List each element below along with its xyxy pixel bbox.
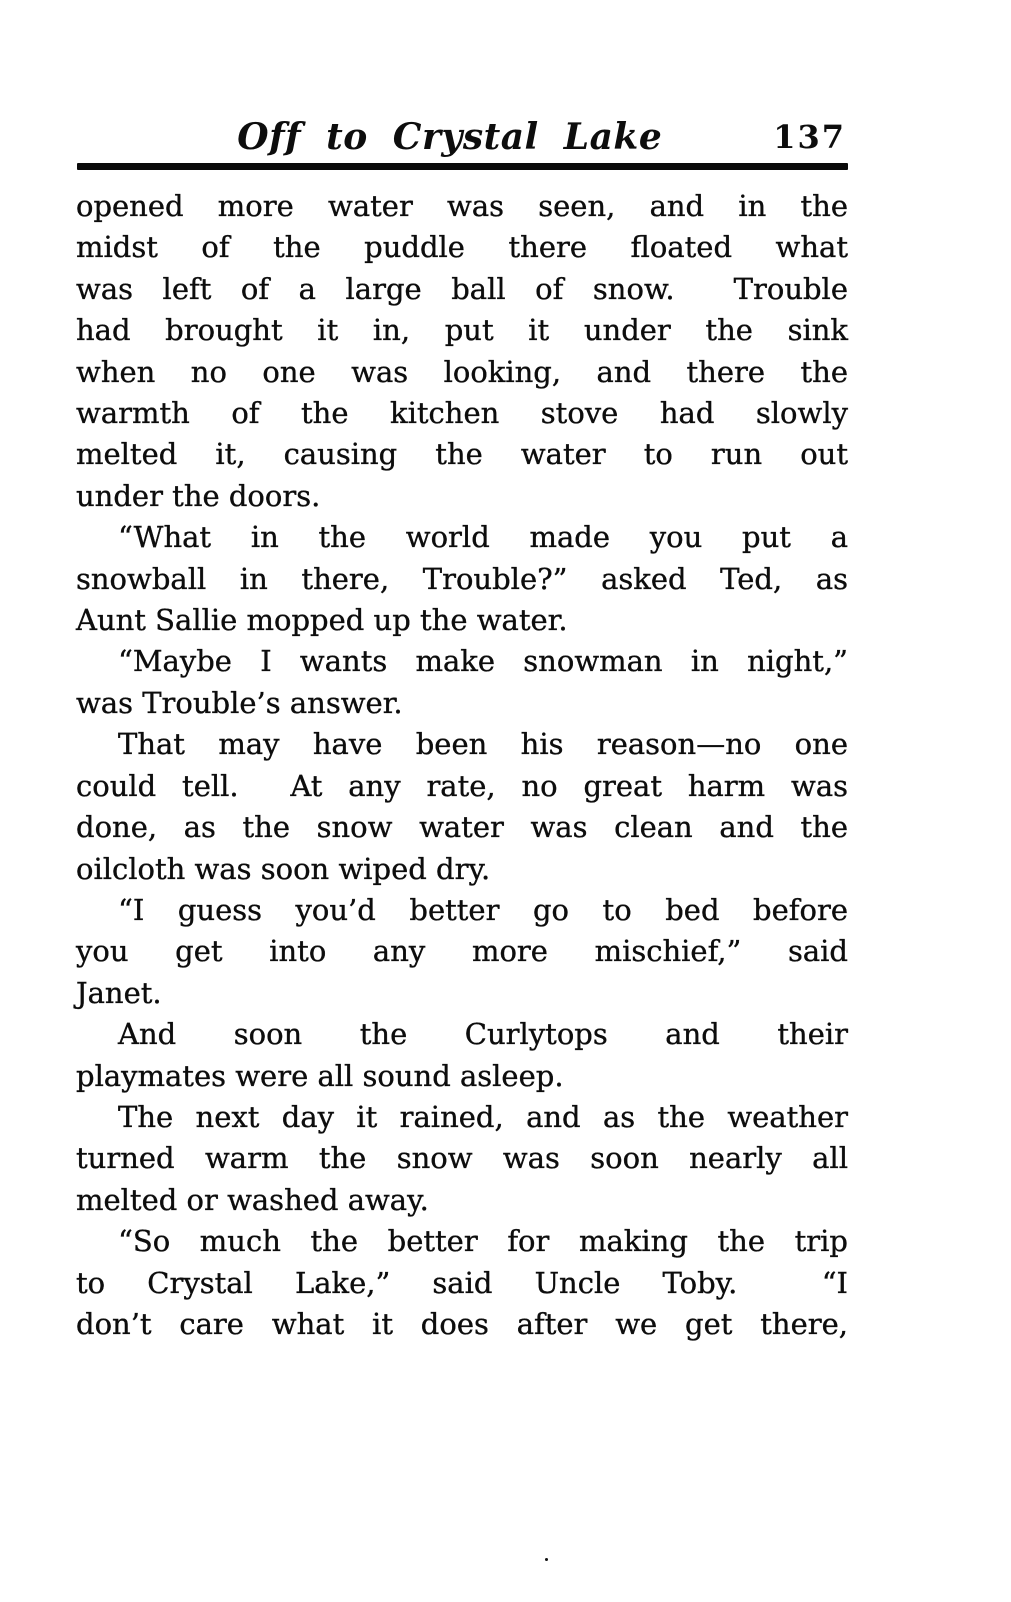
text-line: Janet. <box>76 975 162 1010</box>
text-line: to Crystal Lake,” said Uncle Toby. “I <box>76 1265 848 1300</box>
header-rule <box>77 163 848 170</box>
running-head-title: Off to Crystal Lake <box>237 116 663 158</box>
page-header <box>77 116 848 162</box>
text-line: opened more water was seen, and in the <box>76 189 848 223</box>
text-line: had brought it in, put it under the sink <box>76 313 848 348</box>
text-line: “I guess you’d better go to bed before <box>118 892 848 927</box>
text-line: playmates were all sound asleep. <box>76 1058 564 1093</box>
text-line: melted or washed away. <box>76 1182 429 1217</box>
text-line: you get into any more mischief,” said <box>76 934 848 969</box>
text-line: turned warm the snow was soon nearly all <box>76 1141 848 1176</box>
text-line: could tell. At any rate, no great harm was <box>76 768 848 803</box>
text-line: when no one was looking, and there the <box>76 354 848 389</box>
text-line: midst of the puddle there floated what <box>76 230 848 265</box>
text-line: That may have been his reason—no one <box>118 727 848 762</box>
text-line: was Trouble’s answer. <box>76 685 403 720</box>
text-line: “Maybe I wants make snowman in night,” <box>118 644 848 679</box>
text-line: And soon the Curlytops and their <box>118 1017 848 1052</box>
text-line: “So much the better for making the trip <box>118 1224 848 1259</box>
text-line: don’t care what it does after we get there, <box>76 1306 848 1341</box>
text-line: The next day it rained, and as the weather <box>118 1099 848 1134</box>
text-line: “What in the world made you put a <box>118 520 848 555</box>
text-line: melted it, causing the water to run out <box>76 437 848 472</box>
text-line: under the doors. <box>76 478 321 513</box>
text-line: done, as the snow water was clean and the <box>76 810 848 845</box>
text-line: Aunt Sallie mopped up the water. <box>76 603 568 638</box>
page-number: 137 <box>773 118 846 156</box>
text-line: snowball in there, Trouble?” asked Ted, as <box>76 561 848 596</box>
text-line: warmth of the kitchen stove had slowly <box>76 396 848 431</box>
body-text-block <box>76 186 848 1345</box>
text-line: was left of a large ball of snow. Trouble <box>76 271 848 306</box>
text-line: oilcloth was soon wiped dry. <box>76 851 491 886</box>
scan-speck <box>545 1558 548 1561</box>
